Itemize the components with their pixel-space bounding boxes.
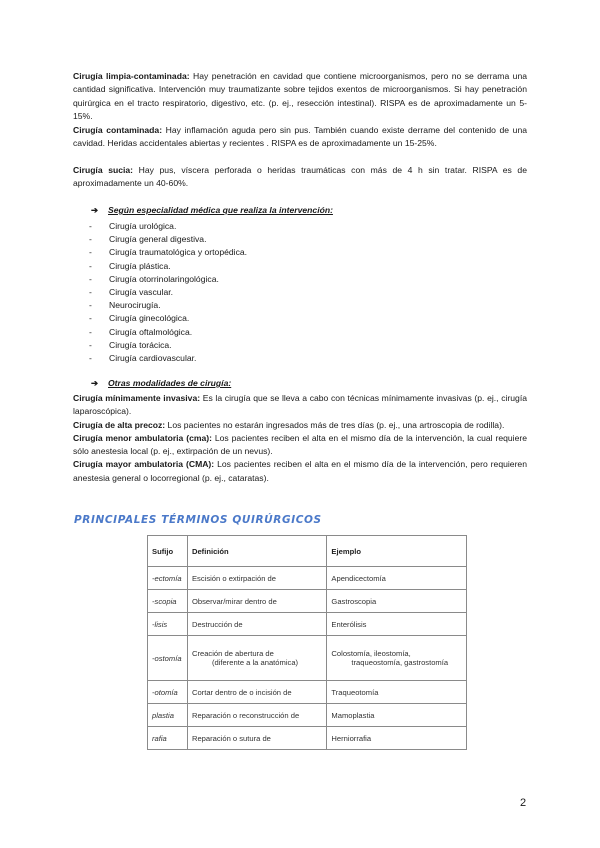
suffix-cell: -scopia [148,590,188,613]
term-text: Los pacientes reciben el alta en el mismo día de la intervención, la cual requiere sólo anestesia local (p. ej., extirpación de un nevus). [73,432,527,457]
dash-bullet: - [89,260,92,271]
list-item-text: Cirugía general digestiva. [109,234,207,245]
specialty-heading [91,205,333,216]
dash-bullet: - [89,273,92,284]
term-label: Cirugía sucia: [73,165,134,175]
modalities-block [73,392,527,485]
example-cell: Mamoplastia [327,704,467,727]
page-number: 2 [520,797,527,809]
table-row [148,567,467,590]
example-cell [327,636,467,681]
paragraph-major-ambulatory [73,458,527,485]
list-item [89,246,247,259]
list-item-text: Cirugía ginecológica. [109,313,190,324]
dash-bullet: - [89,221,92,231]
table-header-row [148,536,467,567]
dash-bullet: - [89,300,92,311]
list-item [89,233,247,246]
dash-bullet: - [89,352,92,363]
example-cell: Traqueotomía [327,681,467,704]
list-item [89,352,247,365]
list-item [89,220,247,233]
column-header: Sufijo [148,536,188,567]
definition-cell: Destrucción de [187,613,326,636]
list-item-text: Cirugía cardiovascular. [109,352,197,363]
list-item [89,326,247,339]
suffix-cell: -otomía [148,681,188,704]
table-row [148,727,467,750]
suffix-cell: rafia [148,727,188,750]
dash-bullet: - [89,247,92,258]
list-item [89,339,247,352]
paragraph-early-discharge [73,419,527,432]
list-item-text: Cirugía urológica. [109,221,177,231]
paragraph-minor-ambulatory [73,432,527,459]
term-label: Cirugía contaminada: [73,125,163,135]
suffix-cell: -lisis [148,613,188,636]
list-item-text: Cirugía traumatológica y ortopédica. [109,247,248,258]
modalities-heading [91,378,231,389]
column-header: Ejemplo [327,536,467,567]
list-item [89,273,247,286]
term-text: Es la cirugía que se lleva a cabo con técnicas mínimamente invasivas (p. ej., cirugía laparoscópica). [73,393,527,417]
section-title: PRINCIPALES TÉRMINOS QUIRÚRGICOS [74,514,322,526]
dash-bullet: - [89,313,92,324]
example-line: traqueostomía, gastrostomía [351,658,449,667]
term-label: Cirugía menor ambulatoria (cma): [73,432,212,443]
definition-cell: Cortar dentro de o incisión de [187,681,326,704]
definition-line: (diferente a la anatómica) [211,658,299,667]
table-row [148,704,467,727]
dash-bullet: - [89,326,92,337]
term-text: Hay penetración en cavidad que contiene microorganismos, pero no se derrama una cantidad significativa. Intervención muy traumatizante sobre tejidos exentos de microorganismos. Si hay penetración quirúrgica en el tracto respiratorio, digestivo, etc. (p. ej., resección intestinal). RISPA es de aproximadamente un 5-15%. [73,71,527,122]
table-row [148,636,467,681]
term-label: Cirugía mínimamente invasiva: [73,393,201,403]
definition-cell [187,636,326,681]
paragraph-contaminated-surgery [73,124,527,151]
definition-line: Creación de abertura de [191,649,274,658]
list-item-text: Cirugía torácica. [109,339,172,350]
example-line: Colostomía, ileostomía, [331,649,411,658]
column-header: Definición [187,536,326,567]
specialty-list [89,220,247,365]
definition-cell: Observar/mirar dentro de [187,590,326,613]
definition-cell: Reparación o sutura de [187,727,326,750]
list-item [89,312,247,325]
example-cell: Enterólisis [327,613,467,636]
example-cell: Gastroscopia [327,590,467,613]
table-row [148,613,467,636]
list-item [89,299,247,312]
term-label: Cirugía de alta precoz: [73,419,166,430]
list-item [89,260,247,273]
suffix-cell: -ostomía [148,636,188,681]
paragraph-clean-contaminated-surgery [73,70,527,124]
dash-bullet: - [89,234,92,245]
definition-cell: Escisión o extirpación de [187,567,326,590]
term-text: Los pacientes reciben el alta en el mismo día de la intervención, pero requieren anestesia general o locorregional (p. ej., cataratas). [73,459,527,483]
suffix-cell: plastia [148,704,188,727]
paragraph-dirty-surgery [73,164,527,191]
dash-bullet: - [89,339,92,350]
specialty-heading-text: Según especialidad médica que realiza la intervención: [108,205,333,215]
list-item-text: Cirugía oftalmológica. [109,326,193,337]
definition-cell: Reparación o reconstrucción de [187,704,326,727]
surgical-terms-table [147,535,467,750]
list-item-text: Cirugía plástica. [109,260,171,271]
table-row [148,681,467,704]
term-label: Cirugía limpia-contaminada: [73,71,190,81]
suffix-cell: -ectomía [148,567,188,590]
example-cell: Herniorrafia [327,727,467,750]
paragraph-minimally-invasive [73,392,527,419]
modalities-heading-text: Otras modalidades de cirugía: [108,378,232,388]
list-item-text: Neurocirugía. [109,300,161,311]
list-item-text: Cirugía vascular. [109,286,174,297]
dash-bullet: - [89,286,92,297]
example-cell: Apendicectomía [327,567,467,590]
term-text: Los pacientes no estarán ingresados más de tres días (p. ej., una artroscopia de rodilla). [165,419,505,430]
list-item-text: Cirugía otorrinolaringológica. [109,273,219,284]
table-row [148,590,467,613]
term-text: Hay pus, víscera perforada o heridas traumáticas con más de 4 h sin tratar. RISPA es de aproximadamente un 40-60%. [73,165,527,189]
list-item [89,286,247,299]
arrow-icon: ➔ [91,378,99,388]
arrow-icon: ➔ [91,205,99,215]
term-text: Hay inflamación aguda pero sin pus. También cuando existe derrame del contenido de una cavidad. Heridas accidentales abiertas y recientes . RISPA es de aproximadamente un 15-25%. [73,125,528,149]
term-label: Cirugía mayor ambulatoria (CMA): [73,459,215,470]
